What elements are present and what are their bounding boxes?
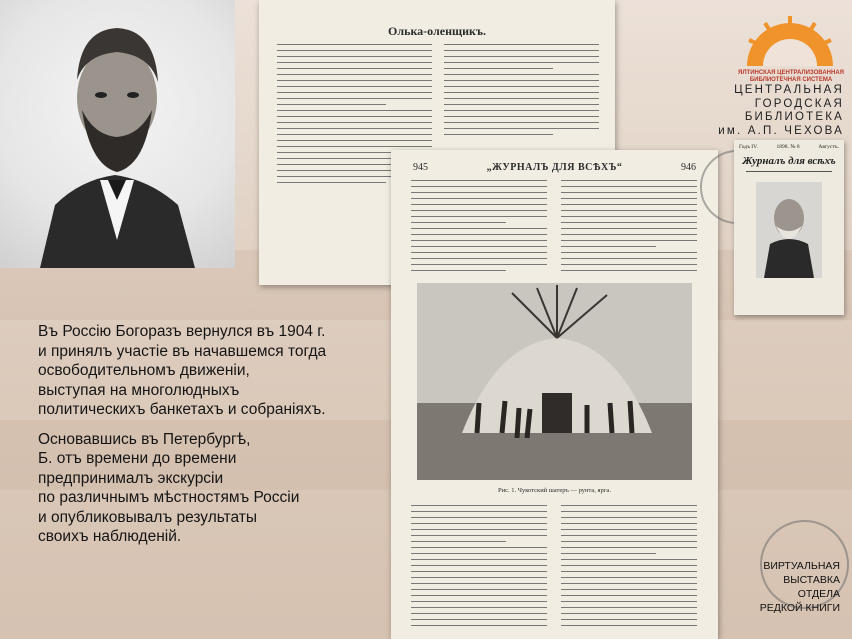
library-name-line: БИБЛИОТЕКА: [744, 111, 844, 123]
exhibit-line: ОТДЕЛА: [797, 588, 840, 600]
library-system-name: ЯЛТИНСКАЯ ЦЕНТРАЛИЗОВАННАЯ БИБЛИОТЕЧНАЯ СИСТЕМА: [738, 70, 844, 83]
cover-portrait: [756, 182, 822, 278]
paragraph-excursions: Основавшись въ Петербургѣ, Б. отъ времени до времени предпринималъ экскурсіи по различнымъ мѣстностямъ Россіи и опубликовывалъ результаты своихъ наблюденій.: [38, 430, 300, 545]
yaranga-photo: [417, 283, 692, 480]
exhibit-line: РЕДКОЙ КНИГИ: [759, 602, 840, 614]
page-title: Олька-оленщикъ.: [388, 24, 486, 38]
portrait-illustration: [0, 0, 235, 268]
library-name-line: ЦЕНТРАЛЬНАЯ: [734, 84, 844, 96]
page-number-right: 946: [681, 162, 696, 173]
library-name-line: ГОРОДСКАЯ: [754, 97, 844, 110]
journal-spread-page: [391, 150, 718, 639]
cover-number: 1898. № 8: [776, 144, 800, 150]
cover-header: [734, 140, 844, 150]
exhibit-line: ВИРТУАЛЬНАЯ: [763, 560, 840, 572]
portrait-photo: [0, 0, 235, 268]
library-name: [718, 84, 844, 138]
cover-rule: [746, 171, 832, 172]
text-column-left: [411, 180, 547, 276]
library-name-line: им. А.П. ЧЕХОВА: [718, 124, 844, 137]
cover-issue: Годъ IV.: [739, 144, 758, 150]
yaranga-illustration: [417, 283, 692, 480]
text-column-right-lower: [561, 505, 697, 631]
journal-title: „ЖУРНАЛЪ ДЛЯ ВСѢХЪ“: [486, 162, 623, 173]
text-column-right: [561, 180, 697, 276]
journal-cover: [734, 140, 844, 315]
slide-text: [38, 322, 378, 557]
library-sun-icon: [735, 12, 845, 70]
exhibit-label: [760, 559, 840, 615]
cover-portrait-illustration: [756, 182, 822, 278]
photo-caption: Рис. 1. Чукотский шатеръ — рунта, ярга.: [498, 487, 611, 494]
cover-title: Журналъ для всѣхъ: [742, 155, 836, 167]
cover-month: Августъ.: [818, 144, 839, 150]
page-number-left: 945: [413, 162, 428, 173]
library-logo: [735, 12, 845, 77]
paragraph-return-to-russia: Въ Россію Богоразъ вернулся въ 1904 г. и принялъ участіе въ начавшемся тогда освободительномъ движеніи, выступая на многолюдныхъ политическихъ банкетахъ и собраніяхъ.: [38, 323, 327, 418]
exhibit-line: ВЫСТАВКА: [783, 574, 840, 586]
text-column-right: [444, 44, 599, 140]
text-column-left-lower: [411, 505, 547, 631]
